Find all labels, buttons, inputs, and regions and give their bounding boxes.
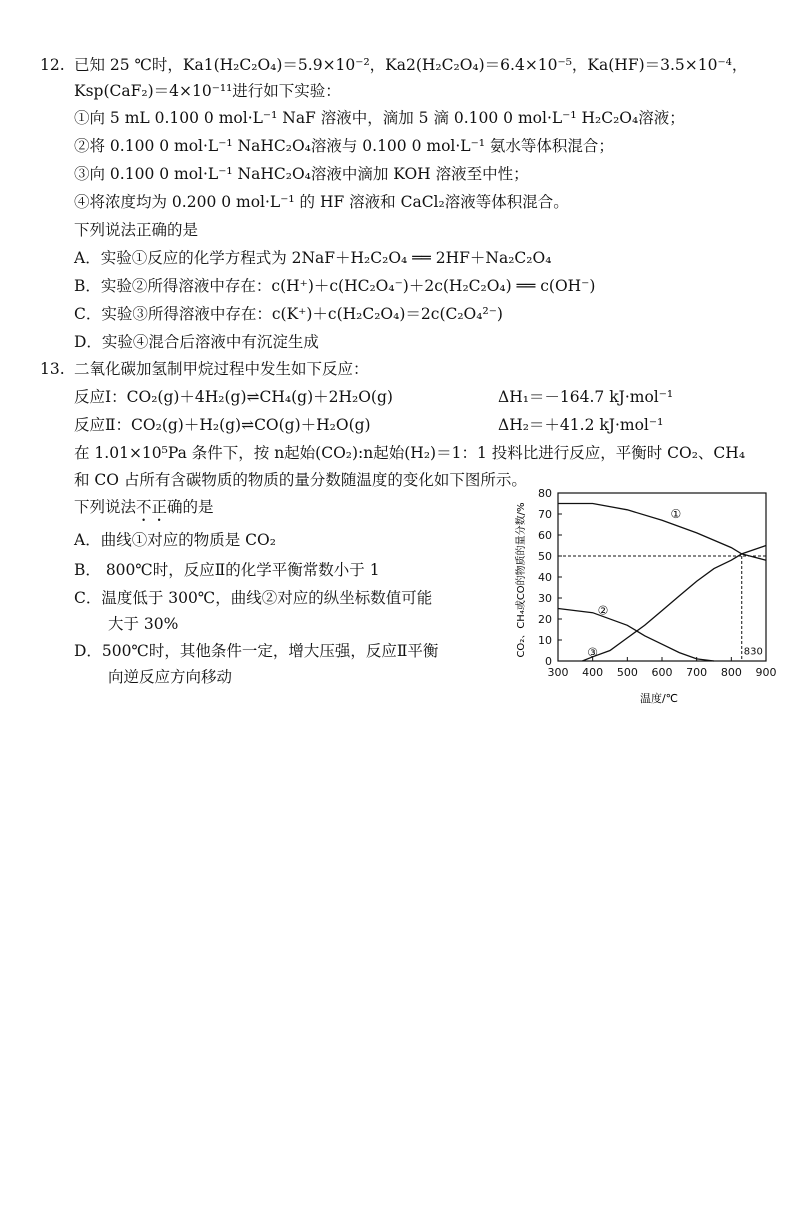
q12-option-a: A．实验①反应的化学方程式为 2NaF＋H₂C₂O₄ ══ 2HF＋Na₂C₂O₄	[74, 249, 552, 267]
series-line-3	[582, 546, 766, 662]
q13-dh1: ΔH₁＝－164.7 kJ·mol⁻¹	[498, 388, 674, 406]
chart-xlabel: 温度/℃	[639, 692, 679, 705]
annotation-830: 830	[743, 646, 763, 658]
q13-prompt-emphasis: 不正	[136, 498, 168, 516]
x-tick-label: 500	[616, 666, 638, 679]
x-tick-label: 600	[651, 666, 673, 679]
q12-exp3: ③向 0.100 0 mol·L⁻¹ NaHC₂O₄溶液中滴加 KOH 溶液至中性；	[74, 165, 529, 183]
q12-number: 12.	[40, 56, 65, 74]
q12-option-d: D．实验④混合后溶液中有沉淀生成	[74, 333, 319, 351]
q13-option-d-line2: 向逆反应方向移动	[108, 668, 233, 686]
series-line-1	[558, 504, 766, 561]
series-label-1: ①	[670, 507, 682, 521]
q13-option-c-line2: 大于 30%	[108, 615, 179, 633]
mole-fraction-chart	[500, 480, 790, 710]
chart-ticks	[538, 487, 777, 679]
x-tick-label: 800	[720, 666, 742, 679]
q13-option-d-line1: D．500℃时，其他条件一定，增大压强，反应Ⅱ平衡	[74, 642, 439, 660]
series-label-2: ②	[597, 603, 609, 618]
x-tick-label: 400	[582, 666, 604, 679]
y-tick-label: 80	[538, 487, 552, 500]
chart-axes	[558, 493, 766, 661]
y-tick-label: 20	[538, 613, 552, 626]
series-label-3: ③	[587, 645, 599, 660]
q12-prompt: 下列说法正确的是	[74, 221, 199, 239]
q13-prompt-post: 确的是	[167, 498, 214, 516]
series-line-2	[558, 609, 714, 662]
q12-stem-line2: Ksp(CaF₂)＝4×10⁻¹¹进行如下实验：	[74, 82, 341, 100]
q13-option-c-line1: C．温度低于 300℃，曲线②对应的纵坐标数值可能	[74, 589, 433, 607]
q13-reaction1: 反应Ⅰ：CO₂(g)＋4H₂(g)⇌CH₄(g)＋2H₂O(g)	[74, 388, 393, 406]
q12-exp4: ④将浓度均为 0.200 0 mol·L⁻¹ 的 HF 溶液和 CaCl₂溶液等体积混合。	[74, 193, 569, 211]
chart-ylabel: CO₂、CH₄或CO的物质的量分数/%	[516, 502, 527, 658]
plot-frame	[558, 493, 766, 661]
chart-series	[558, 504, 766, 662]
q12-stem-line1: 已知 25 ℃时，Ka1(H₂C₂O₄)＝5.9×10⁻²，Ka2(H₂C₂O₄)＝6.4×10⁻⁵，Ka(HF)＝3.5×10⁻⁴，	[74, 56, 748, 74]
q12-exp2: ②将 0.100 0 mol·L⁻¹ NaHC₂O₄溶液与 0.100 0 mol·L⁻¹ 氨水等体积混合；	[74, 137, 614, 155]
x-tick-label: 300	[547, 666, 569, 679]
x-tick-label: 700	[686, 666, 708, 679]
y-tick-label: 30	[538, 592, 552, 605]
y-tick-label: 40	[538, 571, 552, 584]
q13-stem: 二氧化碳加氢制甲烷过程中发生如下反应：	[74, 360, 369, 378]
q13-number: 13.	[40, 360, 65, 378]
q12-option-b: B．实验②所得溶液中存在：c(H⁺)＋c(HC₂O₄⁻)＋2c(H₂C₂O₄) ══ c(OH⁻)	[74, 277, 596, 295]
q13-dh2: ΔH₂＝＋41.2 kJ·mol⁻¹	[498, 416, 664, 434]
y-tick-label: 60	[538, 529, 552, 542]
x-tick-label: 900	[755, 666, 777, 679]
q12-exp1: ①向 5 mL 0.100 0 mol·L⁻¹ NaF 溶液中，滴加 5 滴 0.100 0 mol·L⁻¹ H₂C₂O₄溶液；	[74, 109, 685, 127]
y-tick-label: 50	[538, 550, 552, 563]
q13-condition-line1: 在 1.01×10⁵Pa 条件下，按 n起始(CO₂):n起始(H₂)＝1：1 投料比进行反应，平衡时 CO₂、CH₄	[74, 444, 746, 462]
y-tick-label: 0	[545, 655, 552, 668]
y-tick-label: 10	[538, 634, 552, 647]
q13-reaction2: 反应Ⅱ：CO₂(g)＋H₂(g)⇌CO(g)＋H₂O(g)	[74, 416, 371, 434]
q12-option-c: C．实验③所得溶液中存在：c(K⁺)＋c(H₂C₂O₄)＝2c(C₂O₄²⁻)	[74, 305, 503, 323]
q13-option-a: A．曲线①对应的物质是 CO₂	[74, 531, 276, 549]
chart-labels	[744, 647, 763, 658]
q13-prompt-pre: 下列说法	[74, 498, 137, 516]
q13-option-b: B． 800℃时，反应Ⅱ的化学平衡常数小于 1	[74, 561, 380, 579]
q13-prompt	[74, 497, 214, 525]
q13-condition-line2: 和 CO 占所有含碳物质的物质的量分数随温度的变化如下图所示。	[74, 471, 527, 489]
y-tick-label: 70	[538, 508, 552, 521]
